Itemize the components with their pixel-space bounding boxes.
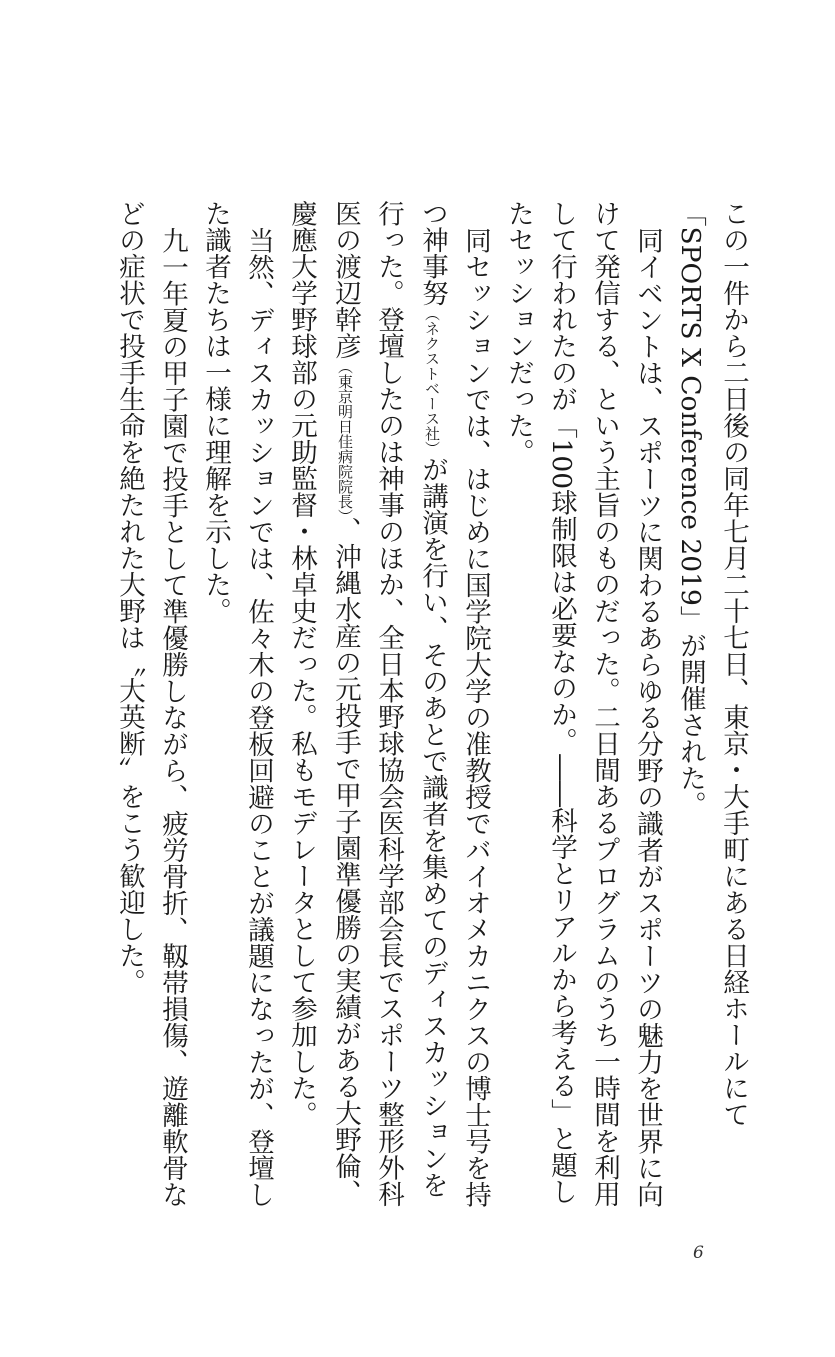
- paragraph-3-text-b: が講演を行い、そのあとで識者を集めてのディスカッションを行った。登壇したのは神事のほか、全日本野球協会医科学部会長でスポーツ整形外科医の渡辺幹彦: [330, 200, 448, 1207]
- body-text: [65, 200, 755, 1210]
- paragraph-3-text-c: 、沖縄水産の元投手で甲子園準優勝の実績がある大野倫、慶應大学野球部の元助監督・林卓史だった。私もモデレータとして参加した。: [286, 200, 361, 1206]
- paragraph-3: [280, 200, 497, 1210]
- paragraph-4-text: 当然、ディスカッションでは、佐々木の登板回避のことが議題になったが、登壇した識者たちは一様に理解を示した。: [200, 200, 274, 1207]
- paragraph-5-text: 九一年夏の甲子園で投手として準優勝しながら、疲労骨折、靱帯損傷、遊離軟骨などの症状で投手生命を絶たれた大野は〝大英断〟をこう歓迎した。: [114, 200, 188, 1207]
- paragraph-2: [497, 200, 669, 1210]
- paragraph-3-text-a: 同セッションでは、はじめに国学院大学の准教授でバイオメカニクスの博士号を持つ神事努: [417, 200, 491, 1207]
- paragraph-1: [669, 200, 755, 1210]
- affiliation-note: （東京明日佳病院院長）: [336, 359, 354, 517]
- paragraph-2-text: 同イベントは、スポーツに関わるあらゆる分野の識者がスポーツの魅力を世界に向けて発信する、という主旨のものだった。二日間あるプログラムのうち一時間を利用して行われたのが「100球制限は必要なのか。――科学とリアルから考える」と題したセッションだった。: [503, 200, 663, 1207]
- page-number: 6: [693, 1243, 704, 1263]
- paragraph-4: [194, 200, 280, 1210]
- paragraph-5: [108, 200, 194, 1210]
- paragraph-1-text: この一件から二日後の同年七月二十七日、東京・大手町にある日経ホールにて「SPORTS X Conference 2019」が開催された。: [675, 200, 749, 1128]
- affiliation-note: （ネクストベース社）: [423, 306, 441, 456]
